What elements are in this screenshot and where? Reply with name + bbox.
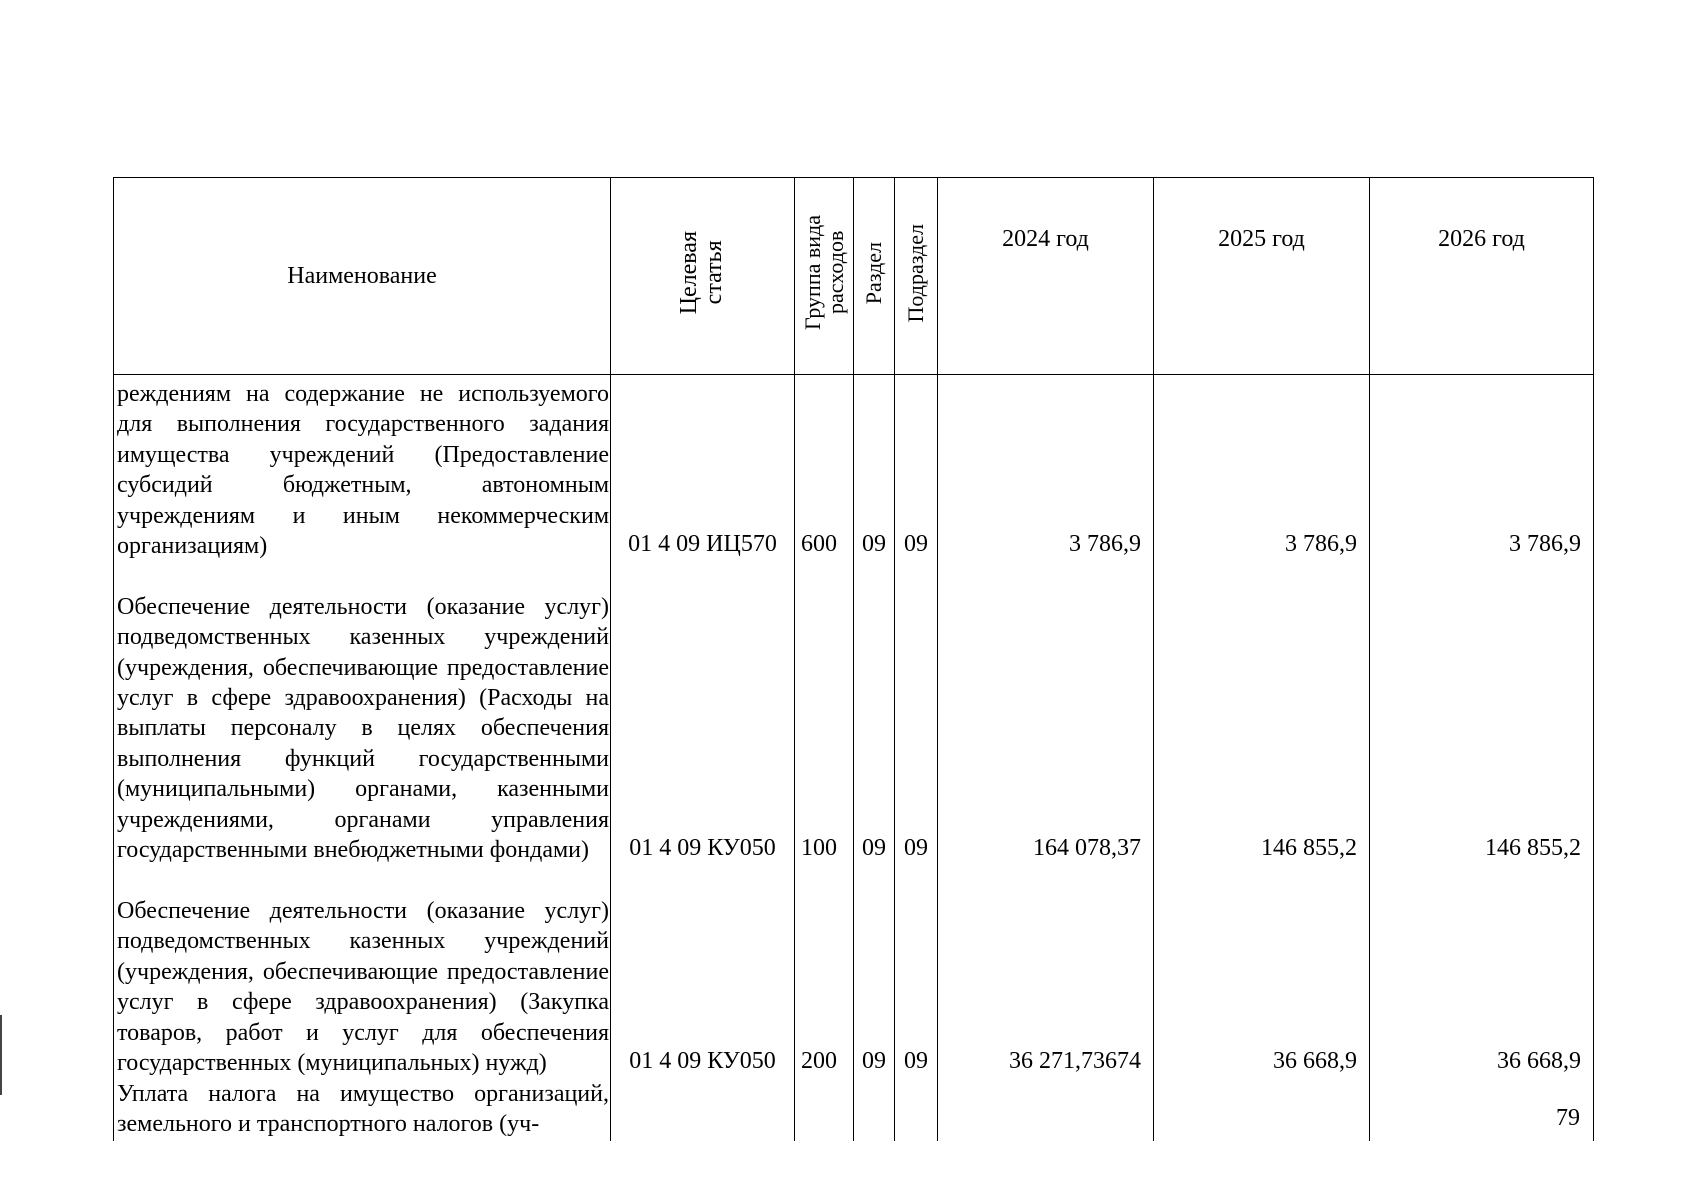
budget-table [113,177,1594,1141]
table-row [114,1079,1594,1141]
page-number: 79 [1556,1105,1580,1131]
row-name: реждениям на содержание не используемого для выполнения государственного задания имущества учреждений (Предоставление субсидий бюджетным, автономным учреждениям и иным некоммерческим организациям) [114,375,611,562]
row-group: 200 [795,866,854,1079]
header-section-text: Раздел [861,241,887,304]
row-subsection: 09 [895,375,938,562]
header-2025-text: 2025 год [1218,226,1305,252]
header-name-text: Наименование [287,262,437,289]
header-2024 [938,178,1154,375]
row-group [795,1079,854,1141]
header-target [611,178,795,375]
table-row [114,562,1594,866]
row-subsection [895,1079,938,1141]
table-row [114,375,1594,562]
row-target [611,1079,795,1141]
row-name: Обеспечение деятельности (оказание услуг) подведомственных казенных учреждений (учреждения, обеспечивающие предоставление услуг в сфере здравоохранения) (Расходы на выплаты персоналу в целях обеспечения выполнения функций государственными (муниципальными) органами, казенными учреждениями, органами управления государственными внебюджетными фондами) [114,562,611,866]
table-row [114,866,1594,1079]
row-name: Обеспечение деятельности (оказание услуг) подведомственных казенных учреждений (учреждения, обеспечивающие предоставление услуг в сфере здравоохранения) (Закупка товаров, работ и услуг для обеспечения государственных (муниципальных) нужд) [114,866,611,1079]
row-section: 09 [854,562,895,866]
header-2025 [1154,178,1370,375]
header-2024-text: 2024 год [1002,226,1089,252]
row-2025: 146 855,2 [1154,562,1370,866]
row-2026: 3 786,9 [1370,375,1594,562]
row-name: Уплата налога на имущество организаций, земельного и транспортного налогов (уч- [114,1079,611,1141]
header-subsection [895,178,938,375]
row-2026: 146 855,2 [1370,562,1594,866]
row-section: 09 [854,375,895,562]
header-2026-text: 2026 год [1438,226,1525,252]
table-header [114,178,1594,375]
row-2024 [938,1079,1154,1141]
row-2025: 3 786,9 [1154,375,1370,562]
header-subsection-text: Подраздел [903,223,929,323]
header-section [854,178,895,375]
row-2025 [1154,1079,1370,1141]
row-section: 09 [854,866,895,1079]
row-subsection: 09 [895,866,938,1079]
header-name [114,178,611,375]
scan-margin-mark [0,1015,2,1095]
row-group: 600 [795,375,854,562]
table-body [114,375,1594,1141]
row-2026: 36 668,9 [1370,866,1594,1079]
row-group: 100 [795,562,854,866]
row-target: 01 4 09 ИЦ570 [611,375,795,562]
row-target: 01 4 09 КУ050 [611,562,795,866]
row-section [854,1079,895,1141]
row-target: 01 4 09 КУ050 [611,866,795,1079]
row-2024: 3 786,9 [938,375,1154,562]
row-2025: 36 668,9 [1154,866,1370,1079]
row-subsection: 09 [895,562,938,866]
header-group-text: Группа вида расходов [799,215,848,331]
row-2024: 36 271,73674 [938,866,1154,1079]
row-2024: 164 078,37 [938,562,1154,866]
header-target-text: Целевая статья [676,231,728,315]
header-group [795,178,854,375]
header-2026 [1370,178,1594,375]
